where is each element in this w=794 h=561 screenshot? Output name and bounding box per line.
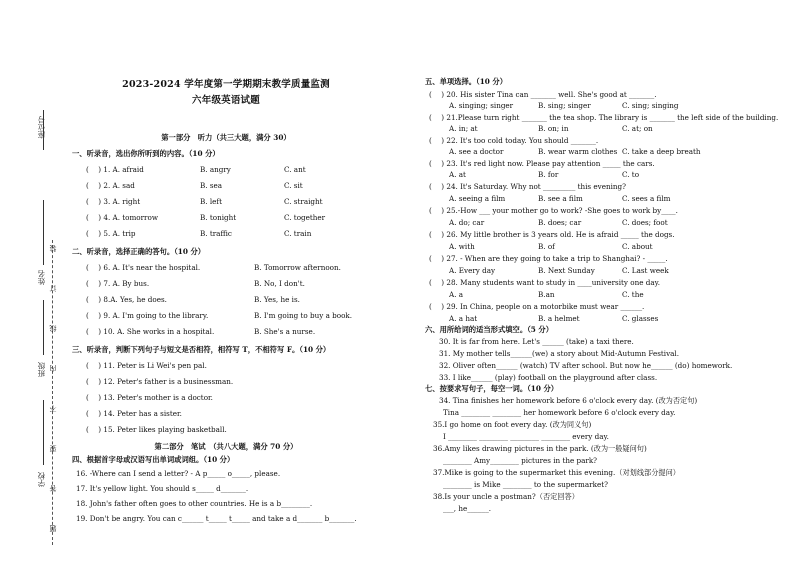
question-1: ( ) 1. A. afraid <box>86 165 144 174</box>
question-34: 34. Tina finishes her homework before 6 o'clock every day. (改为否定句) <box>439 396 698 405</box>
option-b: B. for <box>538 170 559 179</box>
school-label: 学校 <box>37 472 46 487</box>
question-6: ( ) 6. A. It's near the hospital. <box>86 263 201 272</box>
question-27: ( ) 27. - When are they going to take a trip to Shanghai? - _____. <box>429 254 668 263</box>
question-11: ( ) 11. Peter is Li Wei's pen pal. <box>86 361 207 370</box>
option-c: C. to <box>622 170 640 179</box>
school-line <box>43 400 44 465</box>
question-31: 31. My mother tells______(we) a story about Mid-Autumn Festival. <box>439 349 680 358</box>
section-2-title: 二、听录音，选择正确的答句。（10 分） <box>72 247 206 256</box>
option-b: B. see a film <box>538 194 583 203</box>
question-18: 18. John's father often goes to other countries. He is a b________. <box>76 499 313 508</box>
option-c: C. straight <box>284 197 323 206</box>
class-label: 班级 <box>37 362 46 377</box>
question-22: ( ) 22. It's too cold today. You should _______. <box>429 136 599 145</box>
option-c: C. ant <box>284 165 306 174</box>
option-a: A. do; car <box>449 218 485 227</box>
question-20: ( ) 20. His sister Tina can _______ well. She's good at _______. <box>429 90 657 99</box>
binding-mark: 订 <box>49 285 57 292</box>
option-b: B. No, I don't. <box>254 279 305 288</box>
option-b: B. Yes, he is. <box>254 295 300 304</box>
question-5: ( ) 5. A. trip <box>86 229 136 238</box>
binding-mark: 线 <box>49 325 57 332</box>
question-24: ( ) 24. It's Saturday. Why not _________ this evening? <box>429 182 626 191</box>
question-16: 16. -Where can I send a letter? - A p_____ o_____, please. <box>76 469 281 478</box>
class-line <box>43 300 44 355</box>
option-a: A. a <box>449 290 464 299</box>
option-b: B. traffic <box>200 229 232 238</box>
option-b: B. Tomorrow afternoon. <box>254 263 341 272</box>
section-7-title: 七、按要求写句子，每空一词。（10 分） <box>425 384 559 393</box>
option-c: C. does; foot <box>622 218 668 227</box>
binding-mark: 答 <box>49 485 57 492</box>
binding-mark: 内 <box>49 365 57 372</box>
section-3-title: 三、听录音，判断下列句子与短文是否相符，相符写 T，不相符写 F。（10 分） <box>72 345 331 354</box>
question-19: 19. Don't be angry. You can c______ t_____ t_____ and take a d_______ b_______. <box>76 514 357 523</box>
binding-mark: 不 <box>49 405 57 412</box>
option-a: A. at <box>449 170 466 179</box>
option-c: C. sit <box>284 181 303 190</box>
answer-line-34: Tina ________ ________ her homework before 6 o'clock every day. <box>443 408 676 417</box>
question-10: ( ) 10. A. She works in a hospital. <box>86 327 215 336</box>
option-b: B. on; in <box>538 124 569 133</box>
option-a: A. seeing a film <box>449 194 506 203</box>
option-b: B. Next Sunday <box>538 266 595 275</box>
binding-mark: 要 <box>49 445 57 452</box>
option-a: A. a hat <box>449 314 478 323</box>
question-29: ( ) 29. In China, people on a motorbike must wear ______. <box>429 302 645 311</box>
question-25: ( ) 25.-How ___ your mother go to work? -She goes to work by____. <box>429 206 678 215</box>
question-37: 37.Mike is going to the supermarket this evening.（对划线部分提问） <box>433 468 680 477</box>
option-b: B. does; car <box>538 218 582 227</box>
question-33: 33. I like______ (play) football on the playground after class. <box>439 373 658 382</box>
option-c: C. sing; singing <box>622 101 679 110</box>
answer-line-37: ________ is Mike ________ to the supermarket? <box>443 480 608 489</box>
answer-line-36: ________ Amy________ pictures in the park? <box>443 456 598 465</box>
question-8: ( ) 8.A. Yes, he does. <box>86 295 167 304</box>
question-36: 36.Amy likes drawing pictures in the park. (改为一般疑问句) <box>433 444 647 453</box>
option-a: A. singing; singer <box>449 101 514 110</box>
question-15: ( ) 15. Peter likes playing basketball. <box>86 425 227 434</box>
exam-subtitle: 六年级英语试题 <box>192 95 260 106</box>
option-c: C. about <box>622 242 653 251</box>
question-14: ( ) 14. Peter has a sister. <box>86 409 182 418</box>
part-two-title: 第二部分 笔试 （共八大题，满分 70 分） <box>154 442 298 451</box>
question-26: ( ) 26. My little brother is 3 years old. He is afraid _____ the dogs. <box>429 230 675 239</box>
option-c: C. at; on <box>622 124 653 133</box>
question-38: 38.Is your uncle a postman?（否定回答） <box>433 492 579 501</box>
question-17: 17. It's yellow light. You should s_____ d_______. <box>76 484 249 493</box>
option-a: A. in; at <box>449 124 478 133</box>
option-c: C. glasses <box>622 314 659 323</box>
question-7: ( ) 7. A. By bus. <box>86 279 150 288</box>
question-28: ( ) 28. Many students want to study in ____university one day. <box>429 278 661 287</box>
exam-title: 2023-2024 学年度第一学期期末教学质量监测 <box>122 79 330 90</box>
question-9: ( ) 9. A. I'm going to the library. <box>86 311 209 320</box>
part-one-title: 第一部分 听力（共三大题，满分 30） <box>161 133 291 142</box>
section-4-title: 四、根据首字母或汉语写出单词或词组。（10 分） <box>72 455 235 464</box>
binding-mark: 装 <box>49 245 57 252</box>
section-6-title: 六、用所给词的适当形式填空。（5 分） <box>425 325 554 334</box>
answer-line-38: ___, he______. <box>443 504 492 513</box>
option-b: B. wear warm clothes <box>538 147 618 156</box>
name-line <box>43 200 44 265</box>
option-b: B. She's a nurse. <box>254 327 316 336</box>
option-a: A. with <box>449 242 475 251</box>
option-c: C. train <box>284 229 312 238</box>
question-21: ( ) 21.Please turn right _______ the tea shop. The library is _______ the left side of the building. <box>429 113 779 122</box>
question-2: ( ) 2. A. sad <box>86 181 135 190</box>
option-c: C. together <box>284 213 326 222</box>
option-c: C. Last week <box>622 266 669 275</box>
option-a: A. see a doctor <box>449 147 504 156</box>
question-35: 35.I go home on foot every day. (改为同义句) <box>433 420 592 429</box>
option-a: A. Every day <box>449 266 496 275</box>
option-b: B. sing; singer <box>538 101 591 110</box>
option-b: B. sea <box>200 181 223 190</box>
option-b: B. angry <box>200 165 231 174</box>
option-b: B. left <box>200 197 222 206</box>
option-b: B. a helmet <box>538 314 580 323</box>
option-b: B. of <box>538 242 555 251</box>
option-b: B. I'm going to buy a book. <box>254 311 353 320</box>
option-b: B.an <box>538 290 555 299</box>
question-30: 30. It is far from here. Let's ______ (take) a taxi there. <box>439 337 634 346</box>
question-12: ( ) 12. Peter's father is a businessman. <box>86 377 234 386</box>
question-3: ( ) 3. A. right <box>86 197 141 206</box>
option-c: C. sees a film <box>622 194 671 203</box>
name-label: 姓名 <box>37 270 46 285</box>
question-23: ( ) 23. It's red light now. Please pay attention _____ the cars. <box>429 159 655 168</box>
binding-mark: 题 <box>49 525 57 532</box>
seat-label: 座位号 <box>37 116 46 139</box>
option-c: C. take a deep breath <box>622 147 701 156</box>
binding-margin <box>8 110 58 550</box>
answer-line-35: I ________ ________ ________ ________ every day. <box>443 432 609 441</box>
section-5-title: 五、单项选择。（10 分） <box>425 77 508 86</box>
option-b: B. tonight <box>200 213 237 222</box>
question-13: ( ) 13. Peter's mother is a doctor. <box>86 393 213 402</box>
question-32: 32. Oliver often______ (watch) TV after school. But now he______ (do) homework. <box>439 361 733 370</box>
option-c: C. the <box>622 290 644 299</box>
question-4: ( ) 4. A. tomorrow <box>86 213 158 222</box>
seat-line <box>43 110 44 150</box>
section-1-title: 一、听录音，选出你所听到的内容。（10 分） <box>72 149 220 158</box>
